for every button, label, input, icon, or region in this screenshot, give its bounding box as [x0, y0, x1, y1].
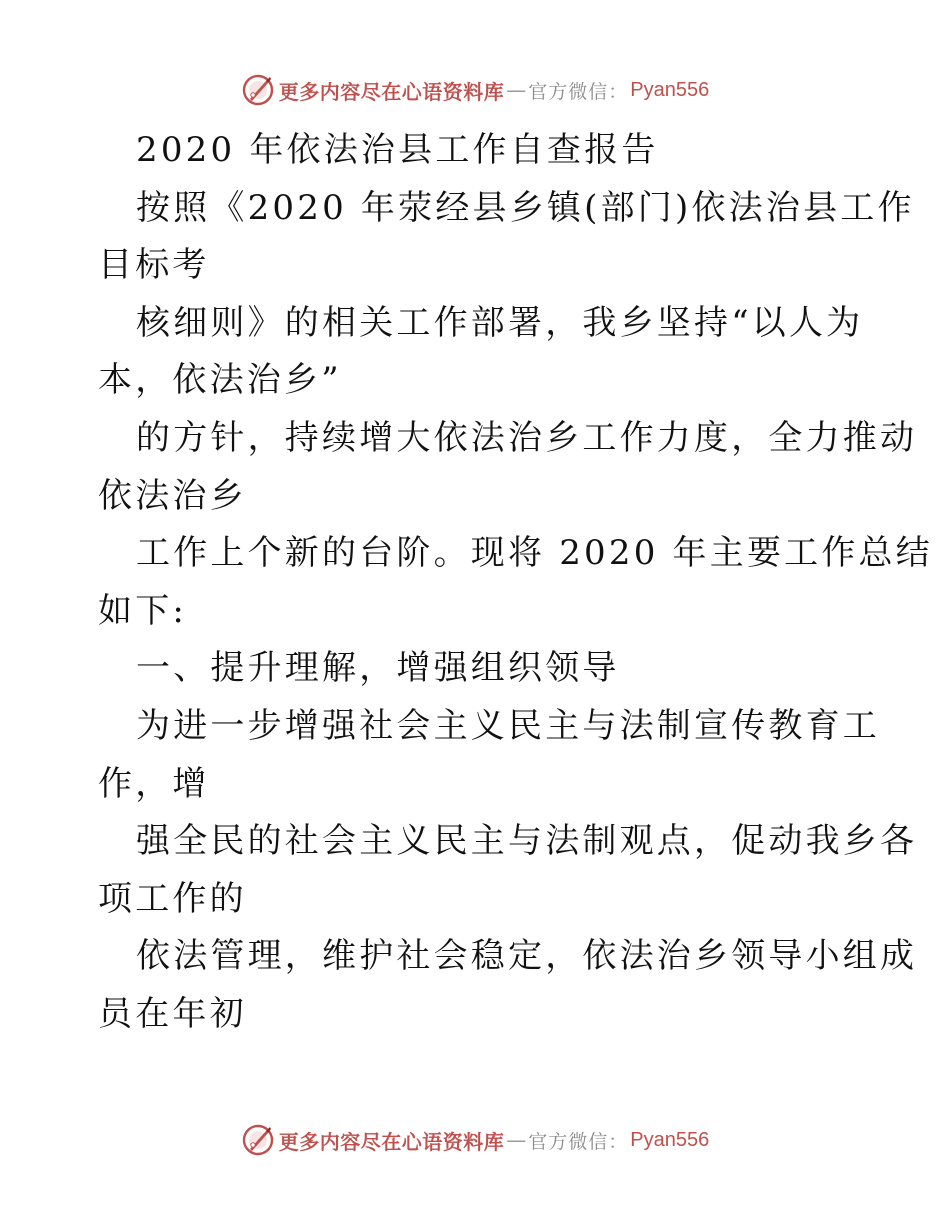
quill-logo-icon [241, 1123, 275, 1157]
document-title: 2020 年依法治县工作自查报告 [136, 130, 659, 170]
banner-sub-text: 官方微信： [528, 80, 629, 103]
banner-wechat-id: Pyan556 [630, 78, 710, 101]
body-text-line: 工作上个新的台阶。现将 2020 年主要工作总结 [136, 533, 933, 574]
footer-banner [0, 1120, 950, 1160]
quill-logo-icon [241, 73, 275, 107]
banner-main-text: 更多内容尽在心语资料库 [278, 79, 505, 104]
document-body [98, 122, 933, 1044]
body-text-line: 的方针，持续增大依法治乡工作力度，全力推动 [136, 417, 918, 458]
banner-dash: — [506, 1128, 527, 1152]
body-text-line: 按照《2020 年荥经县乡镇(部门)依法治县工作 [136, 187, 915, 228]
body-text-line: 本，依法治乡” [98, 360, 342, 401]
body-text-line: 一、提升理解，增强组织领导 [136, 648, 620, 689]
banner-sub-text: 官方微信： [528, 1130, 629, 1153]
body-text-line: 作，增 [98, 763, 210, 804]
body-text-line: 如下: [98, 590, 188, 631]
banner-main-text: 更多内容尽在心语资料库 [278, 1129, 505, 1154]
banner-wechat-id: Pyan556 [630, 1128, 710, 1151]
body-text-line: 核细则》的相关工作部署，我乡坚持“以人为 [136, 302, 864, 343]
header-banner [0, 70, 950, 110]
body-text-line: 员在年初 [98, 993, 247, 1034]
body-text-line: 项工作的 [98, 878, 247, 919]
body-text-line: 依法管理，维护社会稳定，依法治乡领导小组成 [136, 936, 918, 977]
body-text-line: 依法治乡 [98, 475, 247, 516]
body-text-line: 为进一步增强社会主义民主与法制宣传教育工 [136, 705, 880, 746]
body-text-line: 目标考 [98, 245, 210, 286]
body-text-line: 强全民的社会主义民主与法制观点，促动我乡各 [136, 821, 918, 862]
banner-dash: — [506, 78, 527, 102]
